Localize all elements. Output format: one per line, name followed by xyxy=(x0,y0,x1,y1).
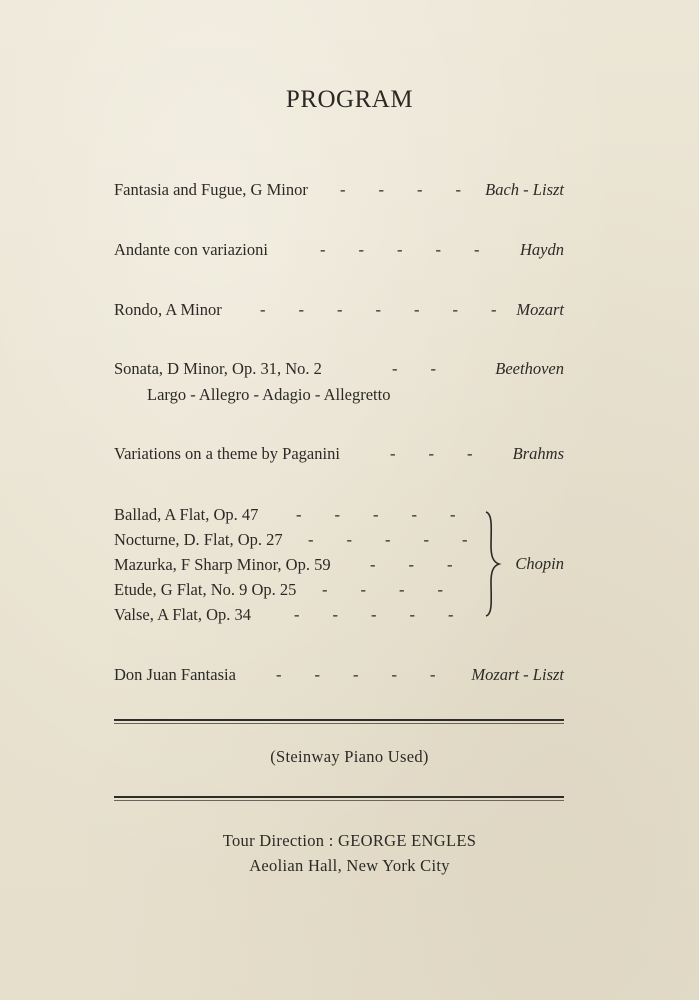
work-title: Variations on a theme by Paganini xyxy=(114,444,340,463)
tour-direction: Tour Direction : GEORGE ENGLES xyxy=(222,831,477,850)
leader-dashes: - - - xyxy=(390,444,473,463)
program-item xyxy=(114,554,474,576)
leader-dashes: - - - - - xyxy=(296,505,456,524)
program-item xyxy=(114,299,564,321)
program-item xyxy=(114,179,564,201)
composer-name: Beethoven xyxy=(495,359,564,378)
movements-list: Largo - Allegro - Adagio - Allegretto xyxy=(147,385,391,404)
work-title: Valse, A Flat, Op. 34 xyxy=(114,605,252,624)
program-item xyxy=(114,443,564,465)
leader-dashes: - - - - - - - xyxy=(260,300,497,319)
double-rule-divider xyxy=(114,719,564,724)
rule-thick xyxy=(114,719,564,721)
composer-name: Chopin xyxy=(515,554,564,573)
composer-name: Brahms xyxy=(512,444,564,463)
work-title: Rondo, A Minor xyxy=(114,300,222,319)
leader-dashes: - - - - - xyxy=(320,240,480,259)
page-title: PROGRAM xyxy=(285,86,414,113)
program-item xyxy=(114,358,564,380)
leader-dashes: - - - - xyxy=(322,580,443,599)
leader-dashes: - - xyxy=(392,359,436,378)
program-item xyxy=(114,579,474,601)
work-title: Etude, G Flat, No. 9 Op. 25 xyxy=(114,580,297,599)
leader-dashes: - - - - xyxy=(340,180,461,199)
work-title: Mazurka, F Sharp Minor, Op. 59 xyxy=(114,555,331,574)
leader-dashes: - - - xyxy=(370,555,453,574)
curly-brace-icon xyxy=(484,510,502,618)
program-item xyxy=(114,604,474,626)
composer-name: Haydn xyxy=(520,240,564,259)
composer-name: Bach - Liszt xyxy=(485,180,564,199)
composer-name: Mozart - Liszt xyxy=(471,665,564,684)
chopin-group xyxy=(114,504,564,629)
leader-dashes: - - - - - xyxy=(308,530,468,549)
double-rule-divider xyxy=(114,796,564,801)
work-title: Andante con variazioni xyxy=(114,240,268,259)
leader-dashes: - - - - - xyxy=(276,665,436,684)
work-title: Don Juan Fantasia xyxy=(114,665,236,684)
work-title: Nocturne, D. Flat, Op. 27 xyxy=(114,530,283,549)
program-item xyxy=(114,529,474,551)
rule-thick xyxy=(114,796,564,798)
piano-note: (Steinway Piano Used) xyxy=(270,747,429,766)
program-item xyxy=(114,504,474,526)
program-item xyxy=(114,664,564,686)
program-item xyxy=(114,239,564,261)
rule-thin xyxy=(114,723,564,724)
leader-dashes: - - - - - xyxy=(294,605,454,624)
work-title: Ballad, A Flat, Op. 47 xyxy=(114,505,259,524)
work-title: Fantasia and Fugue, G Minor xyxy=(114,180,308,199)
rule-thin xyxy=(114,800,564,801)
work-title: Sonata, D Minor, Op. 31, No. 2 xyxy=(114,359,322,378)
composer-name: Mozart xyxy=(516,300,564,319)
venue-address: Aeolian Hall, New York City xyxy=(249,856,450,875)
